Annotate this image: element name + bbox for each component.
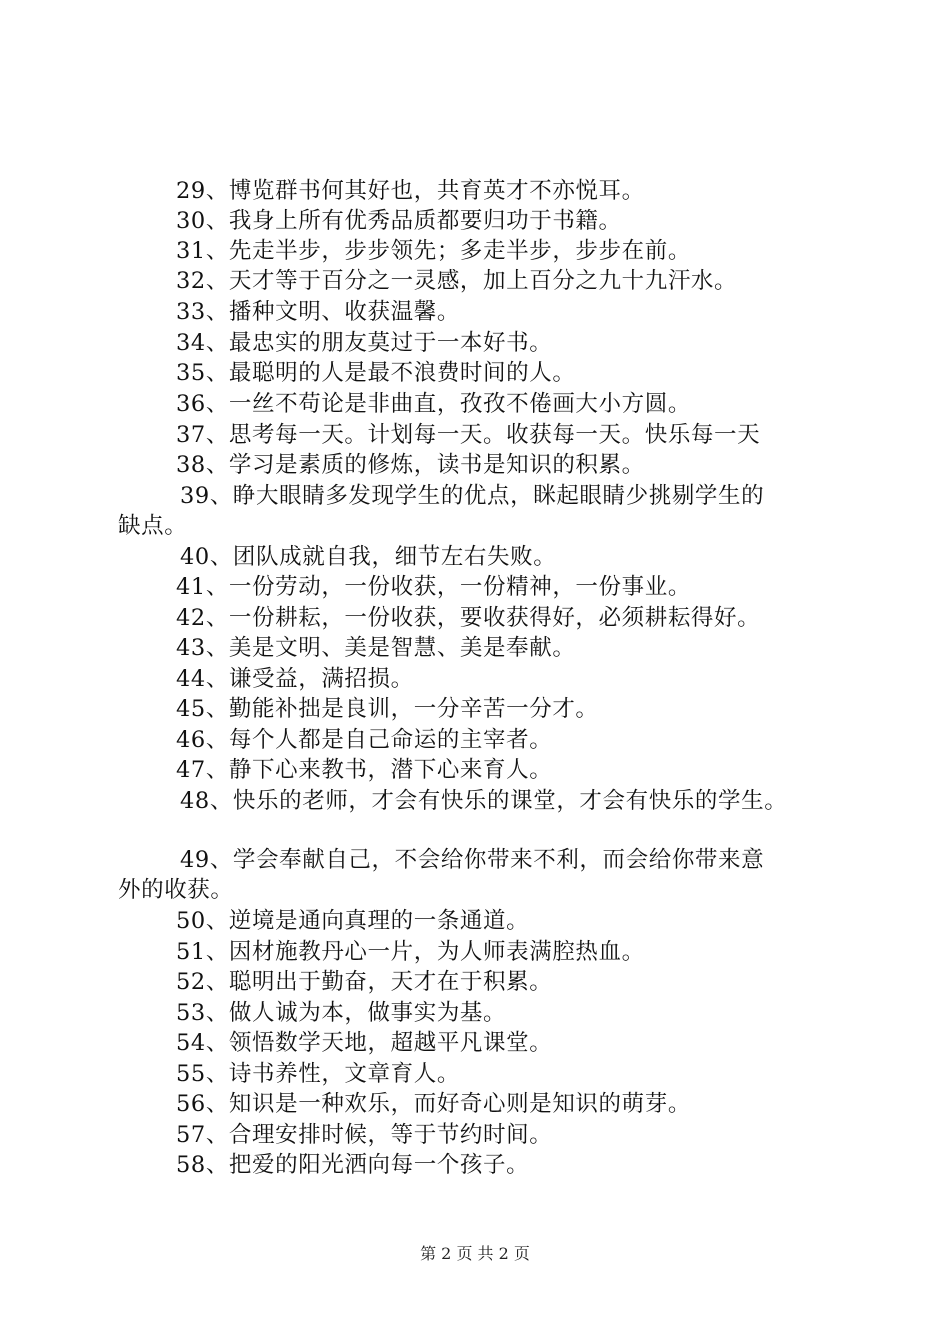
quote-line: 52、聪明出于勤奋，天才在于积累。	[176, 969, 553, 995]
quote-line: 34、最忠实的朋友莫过于一本好书。	[176, 330, 553, 356]
quote-line: 45、勤能补拙是良训，一分辛苦一分才。	[176, 696, 599, 722]
quote-line: 37、思考每一天。计划每一天。收获每一天。快乐每一天	[176, 422, 761, 448]
quote-line: 44、谦受益，满招损。	[176, 666, 414, 692]
quote-line: 58、把爱的阳光洒向每一个孩子。	[176, 1152, 530, 1178]
quote-line: 57、合理安排时候，等于节约时间。	[176, 1122, 553, 1148]
quote-line: 31、先走半步，步步领先；多走半步，步步在前。	[176, 238, 691, 264]
quote-line: 48、快乐的老师，才会有快乐的课堂，才会有快乐的学生。	[180, 788, 788, 814]
quote-line: 46、每个人都是自己命运的主宰者。	[176, 727, 553, 753]
quote-line: 53、做人诚为本，做事实为基。	[176, 1000, 507, 1026]
quote-line: 41、一份劳动，一份收获，一份精神，一份事业。	[176, 574, 691, 600]
quote-line: 47、静下心来教书，潜下心来育人。	[176, 757, 553, 783]
quote-line: 51、因材施教丹心一片，为人师表满腔热血。	[176, 939, 645, 965]
quote-line: 32、天才等于百分之一灵感，加上百分之九十九汗水。	[176, 268, 738, 294]
quote-line-continuation: 缺点。	[118, 513, 188, 539]
quote-line: 35、最聪明的人是最不浪费时间的人。	[176, 360, 576, 386]
quote-line: 40、团队成就自我，细节左右失败。	[180, 544, 557, 570]
quote-line: 42、一份耕耘，一份收获，要收获得好，必须耕耘得好。	[176, 605, 761, 631]
quote-line: 49、学会奉献自己，不会给你带来不利，而会给你带来意	[180, 847, 765, 873]
page-footer: 第 2 页 共 2 页	[420, 1244, 530, 1263]
quote-line-continuation: 外的收获。	[118, 877, 234, 903]
quote-line: 54、领悟数学天地，超越平凡课堂。	[176, 1030, 553, 1056]
quote-line: 33、播种文明、收获温馨。	[176, 299, 460, 325]
quote-line: 36、一丝不苟论是非曲直，孜孜不倦画大小方圆。	[176, 391, 691, 417]
quote-line: 30、我身上所有优秀品质都要归功于书籍。	[176, 208, 622, 234]
quote-line: 38、学习是素质的修炼，读书是知识的积累。	[176, 452, 645, 478]
quote-line: 56、知识是一种欢乐，而好奇心则是知识的萌芽。	[176, 1091, 691, 1117]
quote-line: 55、诗书养性，文章育人。	[176, 1061, 460, 1087]
quote-line: 50、逆境是通向真理的一条通道。	[176, 908, 530, 934]
quote-line: 29、博览群书何其好也，共育英才不亦悦耳。	[176, 178, 645, 204]
quote-line: 39、睁大眼睛多发现学生的优点，眯起眼睛少挑剔学生的	[180, 483, 765, 509]
quote-line: 43、美是文明、美是智慧、美是奉献。	[176, 635, 576, 661]
